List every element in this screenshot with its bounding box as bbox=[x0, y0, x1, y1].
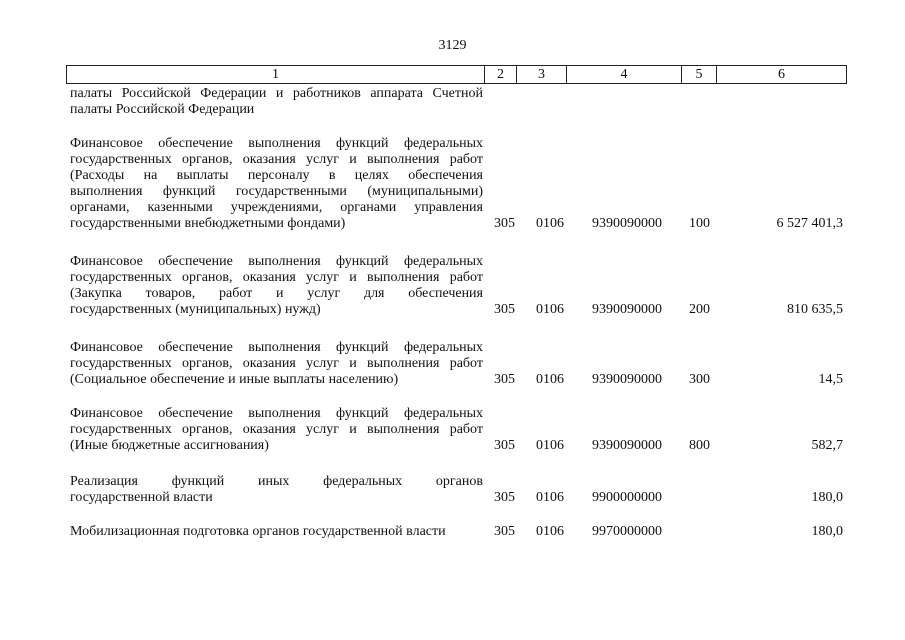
description-line: Финансовое обеспечение выполнения функций федеральных bbox=[70, 406, 483, 421]
target-article-code: 9390090000 bbox=[592, 372, 662, 387]
row-description bbox=[70, 474, 483, 506]
amount: 6 527 401,3 bbox=[776, 216, 843, 231]
description-line: государственных органов, оказания услуг и выполнения работ bbox=[70, 152, 483, 167]
amount: 582,7 bbox=[811, 438, 843, 453]
description-line: (Закупка товаров, работ и услуг для обеспечения bbox=[70, 286, 483, 301]
column-header-row bbox=[66, 65, 847, 84]
column-header-6: 6 bbox=[717, 66, 847, 84]
section-code: 0106 bbox=[536, 490, 564, 505]
target-article-code: 9390090000 bbox=[592, 216, 662, 231]
row-description bbox=[70, 136, 483, 232]
section-code: 0106 bbox=[536, 302, 564, 317]
amount: 14,5 bbox=[818, 372, 843, 387]
description-line: государственными внебюджетными фондами) bbox=[70, 216, 346, 231]
description-line: (Социальное обеспечение и иные выплаты населению) bbox=[70, 372, 399, 387]
description-line: органами, казенными учреждениями, органами управления bbox=[70, 200, 483, 215]
description-line: палаты Российской Федерации bbox=[70, 102, 255, 117]
target-article-code: 9970000000 bbox=[592, 524, 662, 539]
description-line: Мобилизационная подготовка органов государственной власти bbox=[70, 524, 446, 539]
description-line: Финансовое обеспечение выполнения функций федеральных bbox=[70, 340, 483, 355]
description-line: Реализация функций иных федеральных органов bbox=[70, 474, 483, 489]
row-description bbox=[70, 406, 483, 454]
target-article-code: 9900000000 bbox=[592, 490, 662, 505]
column-header-5: 5 bbox=[682, 66, 717, 84]
ved-code: 305 bbox=[494, 372, 515, 387]
column-header-4: 4 bbox=[567, 66, 682, 84]
section-code: 0106 bbox=[536, 438, 564, 453]
expense-type-code: 100 bbox=[689, 216, 710, 231]
ved-code: 305 bbox=[494, 216, 515, 231]
description-line: государственных органов, оказания услуг и выполнения работ bbox=[70, 422, 483, 437]
description-line: государственной власти bbox=[70, 490, 213, 505]
ved-code: 305 bbox=[494, 302, 515, 317]
description-line: государственных (муниципальных) нужд) bbox=[70, 302, 321, 317]
ved-code: 305 bbox=[494, 524, 515, 539]
description-line: палаты Российской Федерации и работников аппарата Счетной bbox=[70, 86, 483, 101]
amount: 180,0 bbox=[811, 524, 843, 539]
amount: 810 635,5 bbox=[787, 302, 843, 317]
amount: 180,0 bbox=[811, 490, 843, 505]
column-header-2: 2 bbox=[485, 66, 517, 84]
description-line: Финансовое обеспечение выполнения функций федеральных bbox=[70, 136, 483, 151]
ved-code: 305 bbox=[494, 490, 515, 505]
expense-type-code: 200 bbox=[689, 302, 710, 317]
description-line: Финансовое обеспечение выполнения функций федеральных bbox=[70, 254, 483, 269]
target-article-code: 9390090000 bbox=[592, 438, 662, 453]
column-header-3: 3 bbox=[517, 66, 567, 84]
section-code: 0106 bbox=[536, 372, 564, 387]
description-line: государственных органов, оказания услуг и выполнения работ bbox=[70, 270, 483, 285]
section-code: 0106 bbox=[536, 524, 564, 539]
description-line: (Иные бюджетные ассигнования) bbox=[70, 438, 269, 453]
description-line: государственных органов, оказания услуг и выполнения работ bbox=[70, 356, 483, 371]
ved-code: 305 bbox=[494, 438, 515, 453]
section-code: 0106 bbox=[536, 216, 564, 231]
page-number: 3129 bbox=[438, 38, 467, 53]
description-line: выполнения функций государственными (муниципальными) bbox=[70, 184, 483, 199]
target-article-code: 9390090000 bbox=[592, 302, 662, 317]
row-description bbox=[70, 254, 483, 318]
description-line: (Расходы на выплаты персоналу в целях обеспечения bbox=[70, 168, 483, 183]
expense-type-code: 800 bbox=[689, 438, 710, 453]
expense-type-code: 300 bbox=[689, 372, 710, 387]
row-description bbox=[70, 340, 483, 388]
row-description bbox=[70, 524, 483, 540]
column-header-1: 1 bbox=[67, 66, 485, 84]
row-description bbox=[70, 86, 483, 118]
